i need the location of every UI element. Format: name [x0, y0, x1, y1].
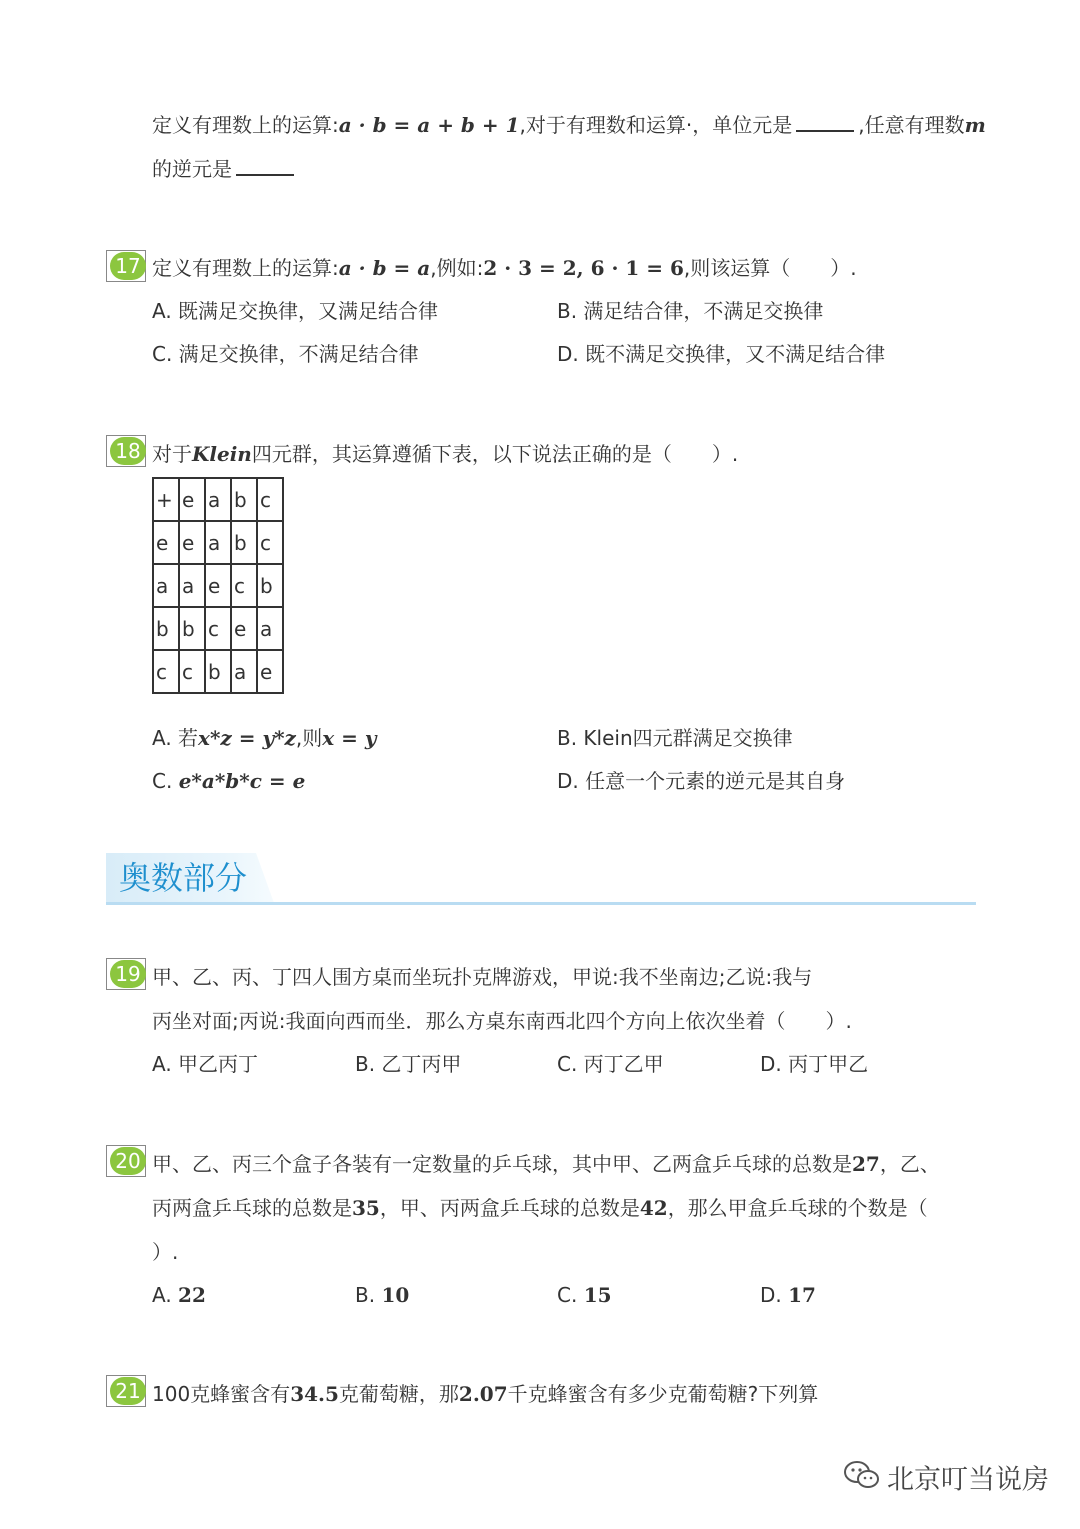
- q19-option-d[interactable]: D. 丙丁甲乙: [760, 1052, 869, 1076]
- table-cell: e: [179, 521, 205, 564]
- q18-option-d[interactable]: D. 任意一个元素的逆元是其自身: [557, 769, 846, 793]
- table-cell: b: [179, 607, 205, 650]
- table-cell: c: [179, 650, 205, 693]
- table-row: [153, 521, 283, 564]
- table-cell: e: [257, 650, 283, 693]
- q18-option-c[interactable]: C. e*a*b*c = e: [152, 769, 306, 793]
- q21-stem: 100克蜂蜜含有34.5克葡萄糖，那2.07千克蜂蜜含有多少克葡萄糖?下列算: [152, 1382, 819, 1406]
- table-cell: c: [153, 650, 179, 693]
- q20-option-d[interactable]: D. 17: [760, 1283, 816, 1307]
- q20-stem-line-2: 丙两盒乒乓球的总数是35，甲、丙两盒乒乓球的总数是42，那么甲盒乒乓球的个数是（: [152, 1196, 928, 1220]
- q18-option-a[interactable]: A. 若x*z = y*z,则x = y: [152, 726, 377, 750]
- klein-operation-table: [152, 477, 284, 694]
- table-cell: a: [257, 607, 283, 650]
- table-cell: e: [231, 607, 257, 650]
- q20-stem-line-3: ）.: [152, 1240, 179, 1264]
- answer-blank[interactable]: [796, 112, 854, 132]
- question-number-badge: 18: [106, 435, 146, 467]
- table-cell: +: [153, 478, 179, 521]
- q19-option-b[interactable]: B. 乙丁丙甲: [355, 1052, 462, 1076]
- table-cell: e: [205, 564, 231, 607]
- table-cell: b: [231, 521, 257, 564]
- q17-option-c[interactable]: C. 满足交换律，不满足结合律: [152, 342, 419, 366]
- table-cell: a: [179, 564, 205, 607]
- q17-option-b[interactable]: B. 满足结合律，不满足交换律: [557, 299, 824, 323]
- table-row: [153, 650, 283, 693]
- q18-option-b[interactable]: B. Klein四元群满足交换律: [557, 726, 793, 750]
- q19-stem-line-2: 丙坐对面;丙说:我面向西而坐．那么方桌东南西北四个方向上依次坐着（ ）.: [152, 1009, 852, 1033]
- q17-option-a[interactable]: A. 既满足交换律，又满足结合律: [152, 299, 439, 323]
- section-divider: [106, 902, 976, 905]
- answer-blank[interactable]: [236, 156, 294, 176]
- question-number-badge: 19: [106, 958, 146, 990]
- question-number-badge: 20: [106, 1145, 146, 1177]
- table-cell: b: [153, 607, 179, 650]
- wechat-icon: [843, 1460, 881, 1502]
- table-cell: a: [153, 564, 179, 607]
- section-title: 奥数部分: [119, 859, 248, 897]
- table-cell: b: [257, 564, 283, 607]
- table-row: [153, 607, 283, 650]
- q19-stem-line-1: 甲、乙、丙、丁四人围方桌而坐玩扑克牌游戏，甲说:我不坐南边;乙说:我与: [152, 965, 813, 989]
- q20-option-a[interactable]: A. 22: [152, 1283, 206, 1307]
- intro-line-2: 的逆元是: [152, 155, 298, 183]
- q17-option-d[interactable]: D. 既不满足交换律，又不满足结合律: [557, 342, 886, 366]
- q20-option-b[interactable]: B. 10: [355, 1283, 410, 1307]
- table-cell: b: [231, 478, 257, 521]
- table-row: [153, 564, 283, 607]
- q17-stem: 定义有理数上的运算:a · b = a,例如:2 · 3 = 2, 6 · 1 = 6,则该运算（ ）.: [152, 256, 857, 280]
- table-cell: c: [231, 564, 257, 607]
- q20-option-c[interactable]: C. 15: [557, 1283, 612, 1307]
- table-cell: a: [205, 521, 231, 564]
- q20-stem-line-1: 甲、乙、丙三个盒子各装有一定数量的乒乓球，其中甲、乙两盒乒乓球的总数是27，乙、: [152, 1152, 940, 1176]
- table-cell: c: [257, 521, 283, 564]
- table-cell: c: [257, 478, 283, 521]
- table-row: [153, 478, 283, 521]
- table-cell: b: [205, 650, 231, 693]
- table-cell: c: [205, 607, 231, 650]
- q18-stem: 对于Klein四元群，其运算遵循下表，以下说法正确的是（ ）.: [152, 442, 739, 466]
- question-number-badge: 21: [106, 1375, 146, 1407]
- question-number-badge: 17: [106, 250, 146, 282]
- table-cell: e: [153, 521, 179, 564]
- q19-option-c[interactable]: C. 丙丁乙甲: [557, 1052, 664, 1076]
- table-cell: a: [231, 650, 257, 693]
- intro-line-1: 定义有理数上的运算:a · b = a + b + 1,对于有理数和运算·，单位元是 ,任意有理数m: [152, 113, 986, 137]
- q19-option-a[interactable]: A. 甲乙丙丁: [152, 1052, 259, 1076]
- table-cell: a: [205, 478, 231, 521]
- table-cell: e: [179, 478, 205, 521]
- watermark: 北京叮当说房: [843, 1460, 1049, 1502]
